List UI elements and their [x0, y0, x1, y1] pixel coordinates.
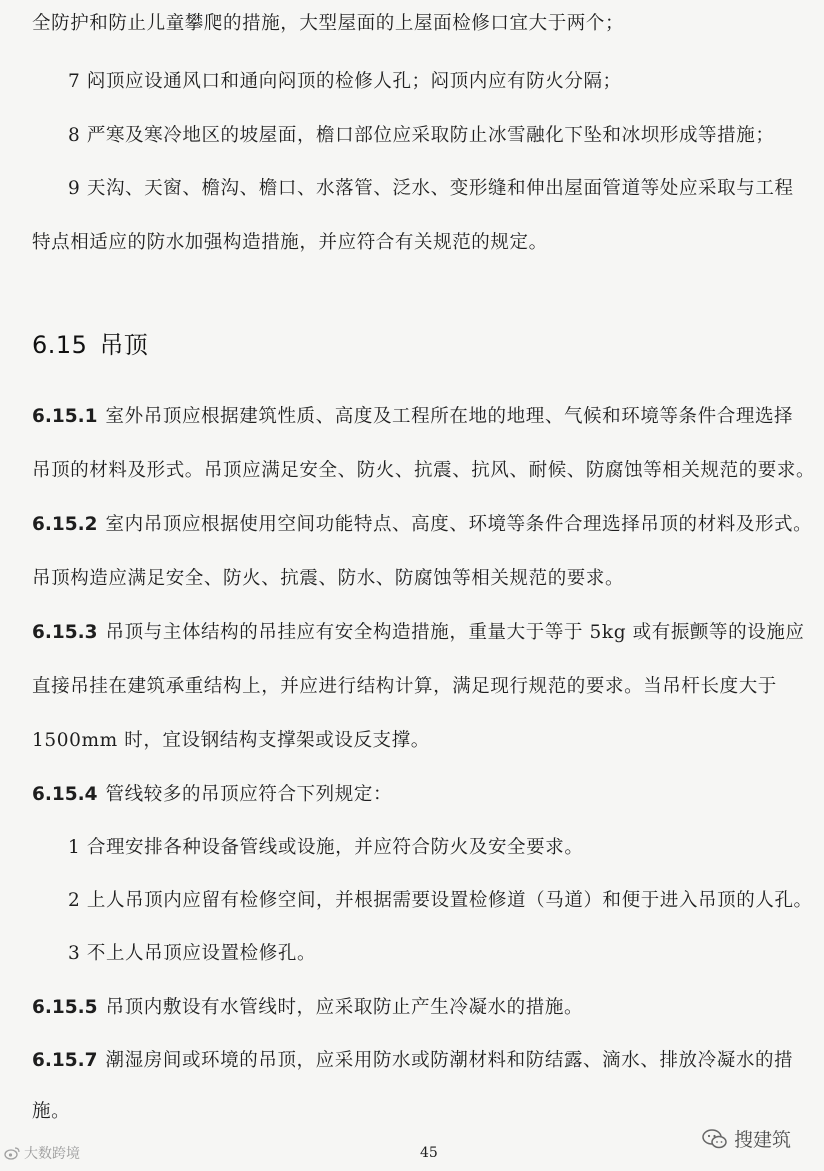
clause-number: 6.15.1: [32, 406, 98, 427]
clause-6-15-2: [32, 513, 812, 537]
clause-number: 6.15.4: [32, 784, 98, 805]
text-line: 吊顶的材料及形式。吊顶应满足安全、防火、抗震、抗风、耐候、防腐蚀等相关规范的要求。: [32, 460, 816, 481]
list-item-8: 8 严寒及寒冷地区的坡屋面，檐口部位应采取防止冰雪融化下坠和冰坝形成等措施；: [68, 125, 775, 146]
text-line: 1500mm 时，宜设钢结构支撑架或设反支撑。: [32, 730, 430, 751]
clause-number: 6.15.5: [32, 997, 98, 1018]
list-item-7: 7 闷顶应设通风口和通向闷顶的检修人孔；闷顶内应有防火分隔；: [68, 71, 622, 92]
text-line: 直接吊挂在建筑承重结构上，并应进行结构计算，满足现行规范的要求。当吊杆长度大于: [32, 676, 777, 697]
watermark-left: [4, 1143, 80, 1163]
weibo-icon: [4, 1146, 20, 1160]
clause-number: 6.15.2: [32, 514, 98, 535]
clause-6-15-4: [32, 783, 392, 807]
watermark-right: [702, 1125, 791, 1152]
text-line: 特点相适应的防水加强构造措施，并应符合有关规范的规定。: [32, 232, 548, 253]
clause-text: 吊顶与主体结构的吊挂应有安全构造措施，重量大于等于 5kg 或有振颤等的设施应: [105, 622, 805, 643]
clause-text: 管线较多的吊顶应符合下列规定：: [105, 784, 393, 805]
clause-number: 6.15.7: [32, 1050, 98, 1071]
list-item-1: 1 合理安排各种设备管线或设施，并应符合防火及安全要求。: [68, 837, 584, 858]
section-heading: [32, 325, 148, 360]
wechat-icon: [702, 1128, 728, 1150]
watermark-right-text: 搜建筑: [734, 1129, 792, 1151]
clause-number: 6.15.3: [32, 622, 98, 643]
clause-6-15-1: [32, 405, 793, 429]
list-item-9: 9 天沟、天窗、檐沟、檐口、水落管、泛水、变形缝和伸出屋面管道等处应采取与工程: [68, 178, 794, 199]
clause-text: 室外吊顶应根据建筑性质、高度及工程所在地的地理、气候和环境等条件合理选择: [105, 406, 794, 427]
clause-6-15-3: [32, 621, 805, 645]
watermark-left-text: 大数跨境: [24, 1146, 80, 1162]
section-title: 吊顶: [99, 331, 149, 359]
clause-text: 潮湿房间或环境的吊顶，应采用防水或防潮材料和防结露、滴水、排放冷凝水的措: [105, 1050, 794, 1071]
list-item-2: 2 上人吊顶内应留有检修空间，并根据需要设置检修道（马道）和便于进入吊顶的人孔。: [68, 890, 813, 911]
clause-6-15-5: [32, 996, 583, 1020]
section-number: 6.15: [32, 331, 88, 359]
list-item-3: 3 不上人吊顶应设置检修孔。: [68, 943, 317, 964]
clause-text: 室内吊顶应根据使用空间功能特点、高度、环境等条件合理选择吊顶的材料及形式。: [105, 514, 813, 535]
text-line: 施。: [32, 1101, 71, 1122]
page-number: 45: [420, 1145, 438, 1161]
text-line: 全防护和防止儿童攀爬的措施，大型屋面的上屋面检修口宜大于两个；: [32, 13, 625, 34]
text-line: 吊顶构造应满足安全、防火、抗震、防水、防腐蚀等相关规范的要求。: [32, 568, 625, 589]
clause-6-15-7: [32, 1049, 793, 1073]
clause-text: 吊顶内敷设有水管线时，应采取防止产生冷凝水的措施。: [105, 997, 584, 1018]
